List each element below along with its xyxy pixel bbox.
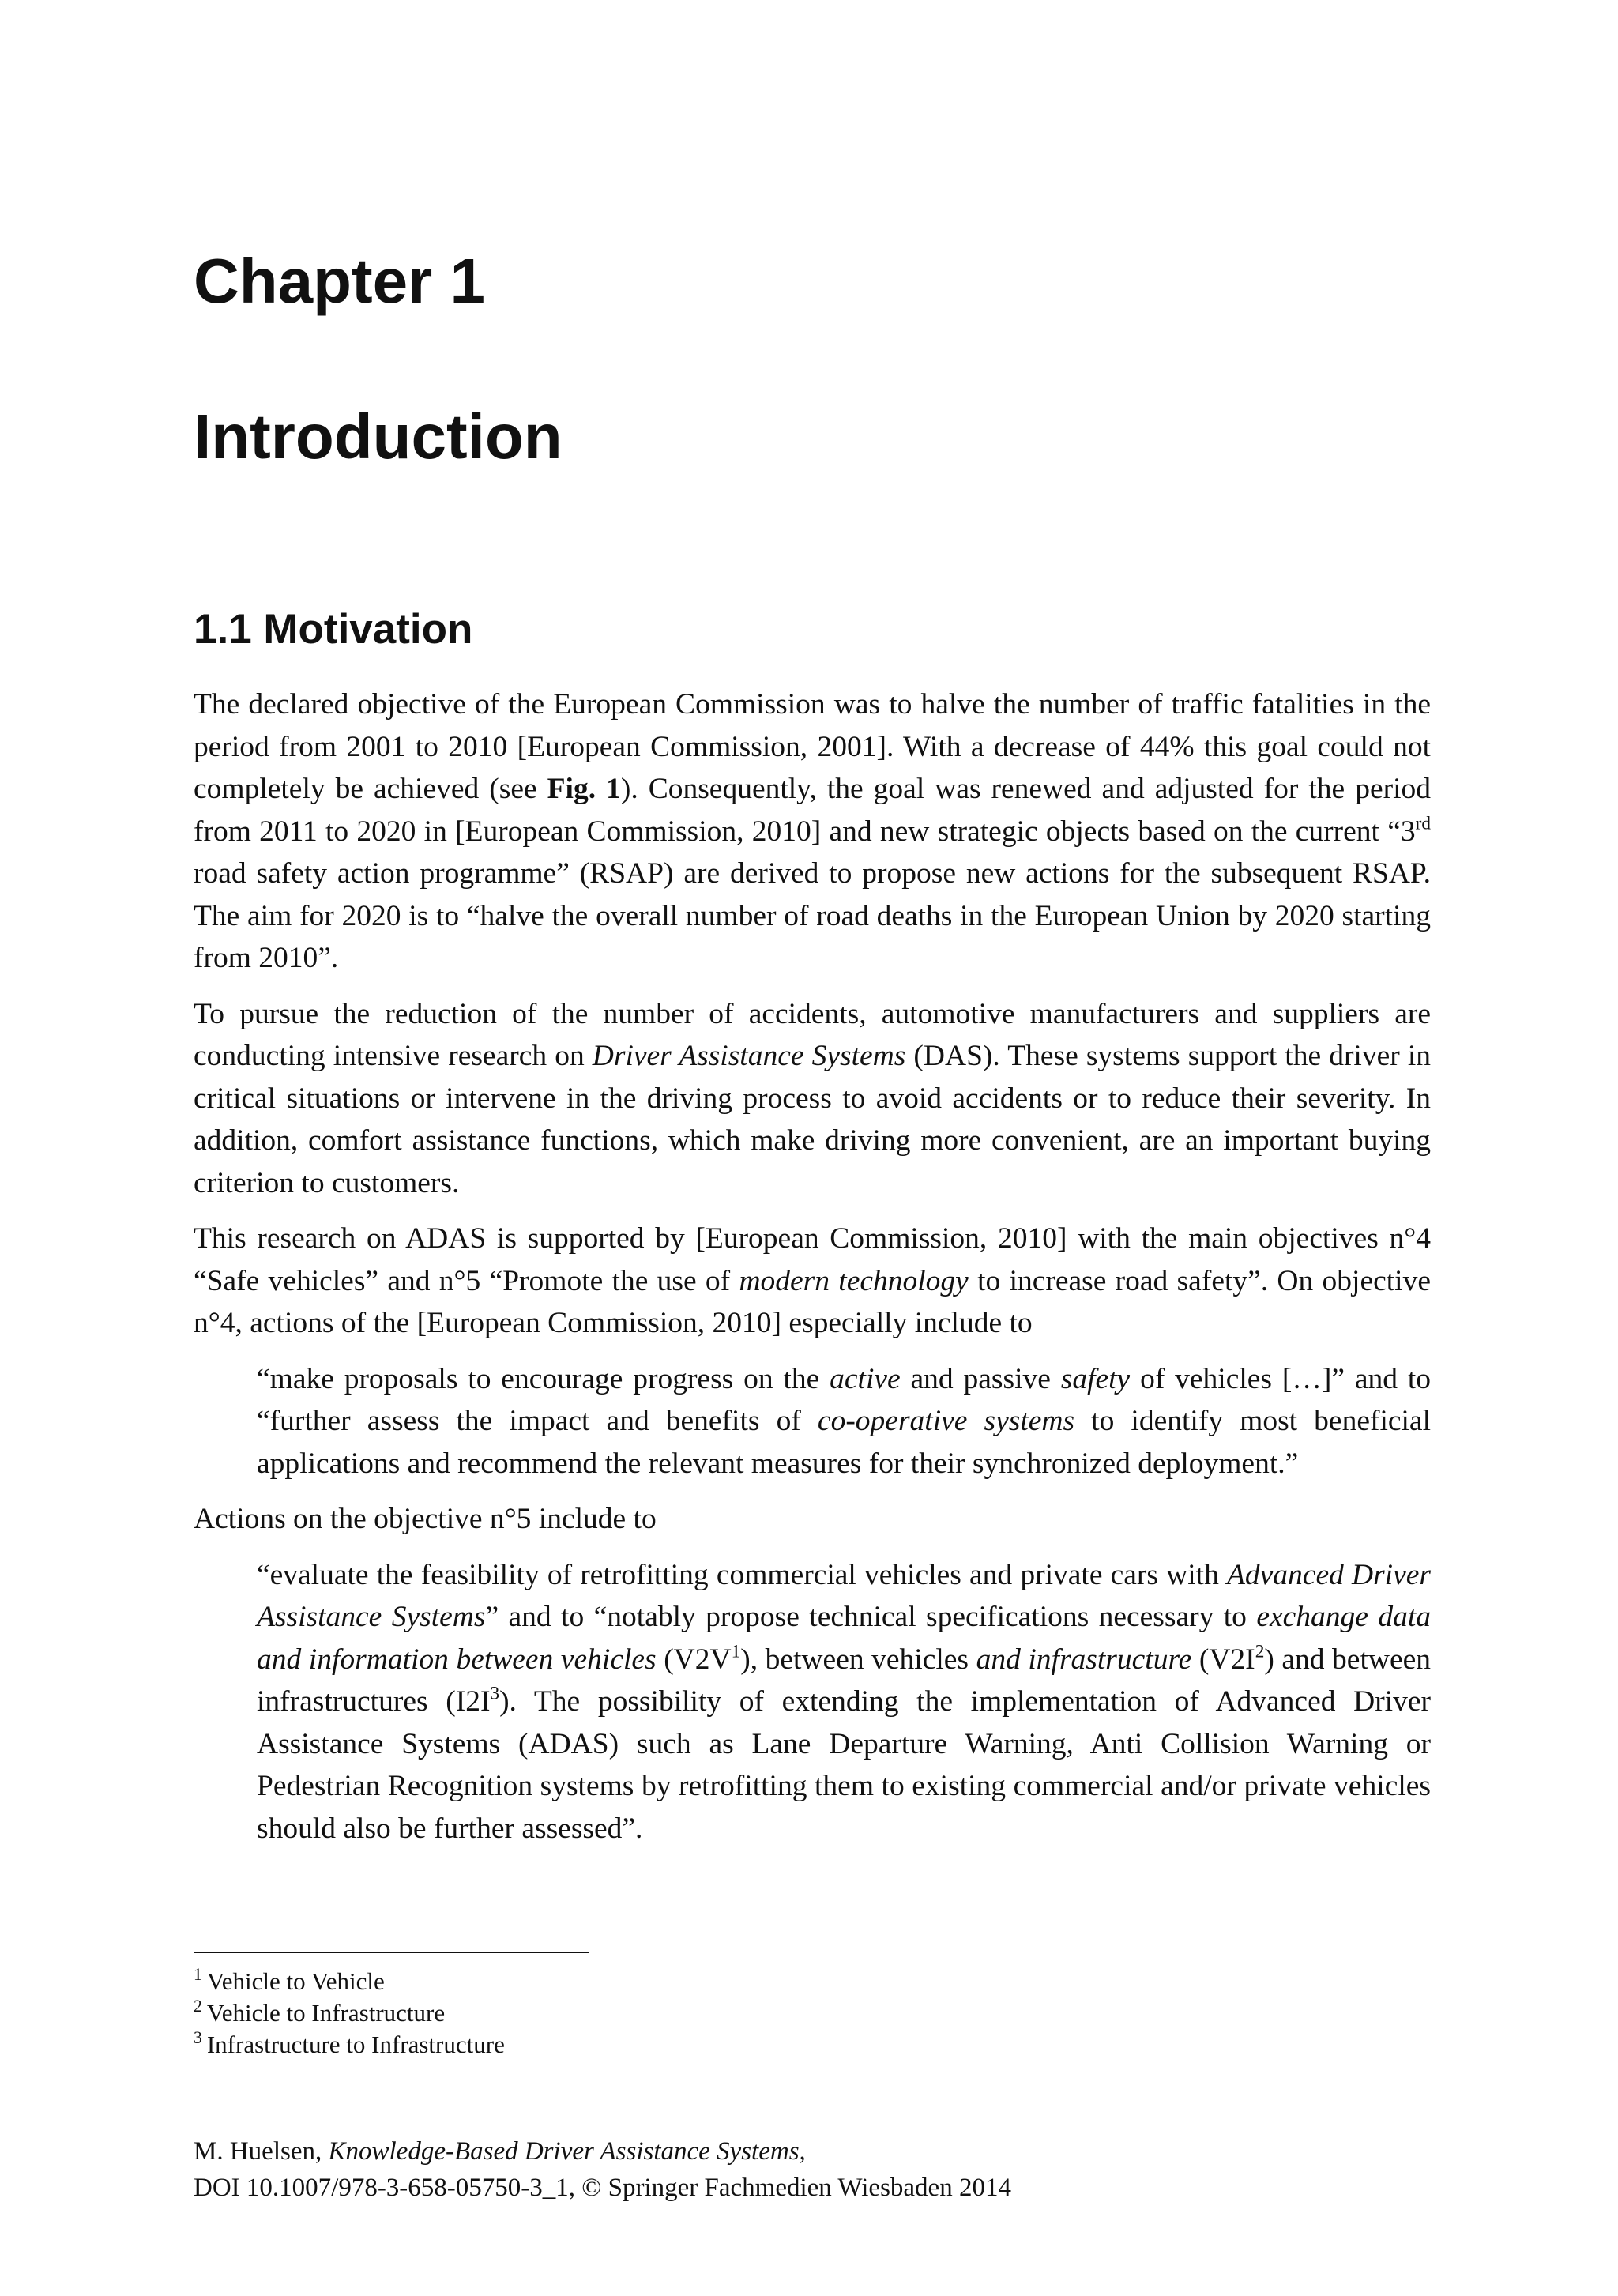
footnote-divider	[194, 1952, 589, 1953]
quote-text: and passive	[900, 1362, 1061, 1395]
quote-text: ), between vehicles	[740, 1643, 976, 1676]
citation-author: M. Huelsen,	[194, 2137, 329, 2166]
quote-text: (V2I	[1191, 1643, 1255, 1676]
emphasis-text: and infrastructure	[976, 1643, 1192, 1676]
footnote-number: 2	[194, 1997, 202, 2016]
quote-text: “evaluate the feasibility of retrofitting commercial vehicles and private cars with	[257, 1558, 1227, 1591]
footnotes	[194, 1966, 505, 2061]
emphasis-text: safety	[1060, 1362, 1131, 1395]
quote-text: ” and to “notably propose technical specifications necessary to	[485, 1601, 1257, 1633]
quote-text: (V2V	[656, 1643, 732, 1676]
citation-book-title: Knowledge-Based Driver Assistance Systems,	[328, 2137, 806, 2166]
body-text	[194, 683, 1431, 1863]
book-citation	[194, 2133, 1011, 2206]
paragraph-text: ). Consequently, the goal was renewed and adjusted for the period from 2011 to 2020 in [European Commission, 2010] and new strategic objects based on the current “3	[194, 773, 1432, 848]
emphasis-text: co-operative systems	[817, 1405, 1075, 1437]
footnote-marker: 1	[731, 1641, 741, 1662]
paragraph-das	[194, 993, 1431, 1205]
chapter-label: Chapter 1	[194, 246, 485, 316]
emphasis-text: modern technology	[739, 1264, 969, 1297]
footnote-marker: 2	[1255, 1641, 1265, 1662]
figure-reference: Fig. 1	[547, 773, 621, 805]
block-quote-objective-4	[257, 1358, 1431, 1485]
paragraph-text: The declared objective of the European Commission was to halve the number of traffic fatalities in the period from 2001 to 2010 [European Commission, 2001]. With a decrease of 44% this goal could not completely be achieved (see	[194, 688, 1431, 805]
citation-author-line	[194, 2133, 1011, 2170]
paragraph-adas-research	[194, 1218, 1431, 1345]
block-quote-objective-5	[257, 1554, 1431, 1850]
footnote-text: Infrastructure to Infrastructure	[206, 2031, 505, 2058]
ordinal-superscript: rd	[1415, 813, 1431, 834]
footnote-item	[194, 1966, 505, 1997]
footnote-marker: 3	[490, 1683, 500, 1704]
paragraph-text: road safety action programme” (RSAP) are derived to propose new actions for the subsequent RSAP. The aim for 2020 is to “halve the overall number of road deaths in the European Union by 2020 starting from 2010”.	[194, 857, 1431, 974]
footnote-number: 3	[194, 2028, 202, 2048]
footnote-item	[194, 1997, 505, 2029]
paragraph-objective-5: Actions on the objective n°5 include to	[194, 1503, 657, 1535]
footnote-item	[194, 2029, 505, 2061]
quote-text: ). The possibility of extending the implementation of Advanced Driver Assistance Systems (ADAS) such as Lane Departure Warning, Anti Collision Warning or Pedestrian Recognition systems by retrofitting them to existing commercial and/or private vehicles should also be further assessed”.	[257, 1685, 1431, 1845]
paragraph-text: This research on ADAS is supported by [European Commission, 2010] with the main objectives n°4 “Safe vehicles” and n°5 “Promote the use of	[194, 1222, 1431, 1297]
quote-text: of vehicles […]” and to “further assess the impact and benefits of	[257, 1362, 1431, 1437]
paragraph-text: To pursue the reduction of the number of accidents, automotive manufacturers and suppliers are conducting intensive research on	[194, 997, 1431, 1072]
quote-text: to identify most beneficial applications and recommend the relevant measures for their synchronized deployment.”	[257, 1405, 1431, 1480]
paragraph-objective	[194, 683, 1431, 980]
footnote-text: Vehicle to Infrastructure	[206, 1999, 446, 2027]
emphasis-text: active	[830, 1362, 901, 1395]
quote-text: “make proposals to encourage progress on the	[257, 1362, 830, 1395]
emphasis-text: Advanced Driver Assistance Systems	[257, 1558, 1431, 1633]
quote-text: ) and between infrastructures (I2I	[257, 1643, 1431, 1718]
paragraph-text: to increase road safety”. On objective n°4, actions of the [European Commission, 2010] especially include to	[194, 1264, 1431, 1339]
section-heading: 1.1 Motivation	[194, 606, 473, 653]
emphasis-text: exchange data and information between vehicles	[257, 1601, 1431, 1676]
footnote-text: Vehicle to Vehicle	[206, 1967, 385, 1995]
chapter-title: Introduction	[194, 401, 563, 472]
footnote-number: 1	[194, 1965, 202, 1985]
emphasis-text: Driver Assistance Systems	[592, 1040, 906, 1072]
paragraph-text: (DAS). These systems support the driver in critical situations or intervene in the driving process to avoid accidents or to reduce their severity. In addition, comfort assistance functions, which make driving more convenient, are an important buying criterion to customers.	[194, 1040, 1431, 1199]
citation-doi: DOI 10.1007/978-3-658-05750-3_1, © Springer Fachmedien Wiesbaden 2014	[194, 2174, 1011, 2202]
